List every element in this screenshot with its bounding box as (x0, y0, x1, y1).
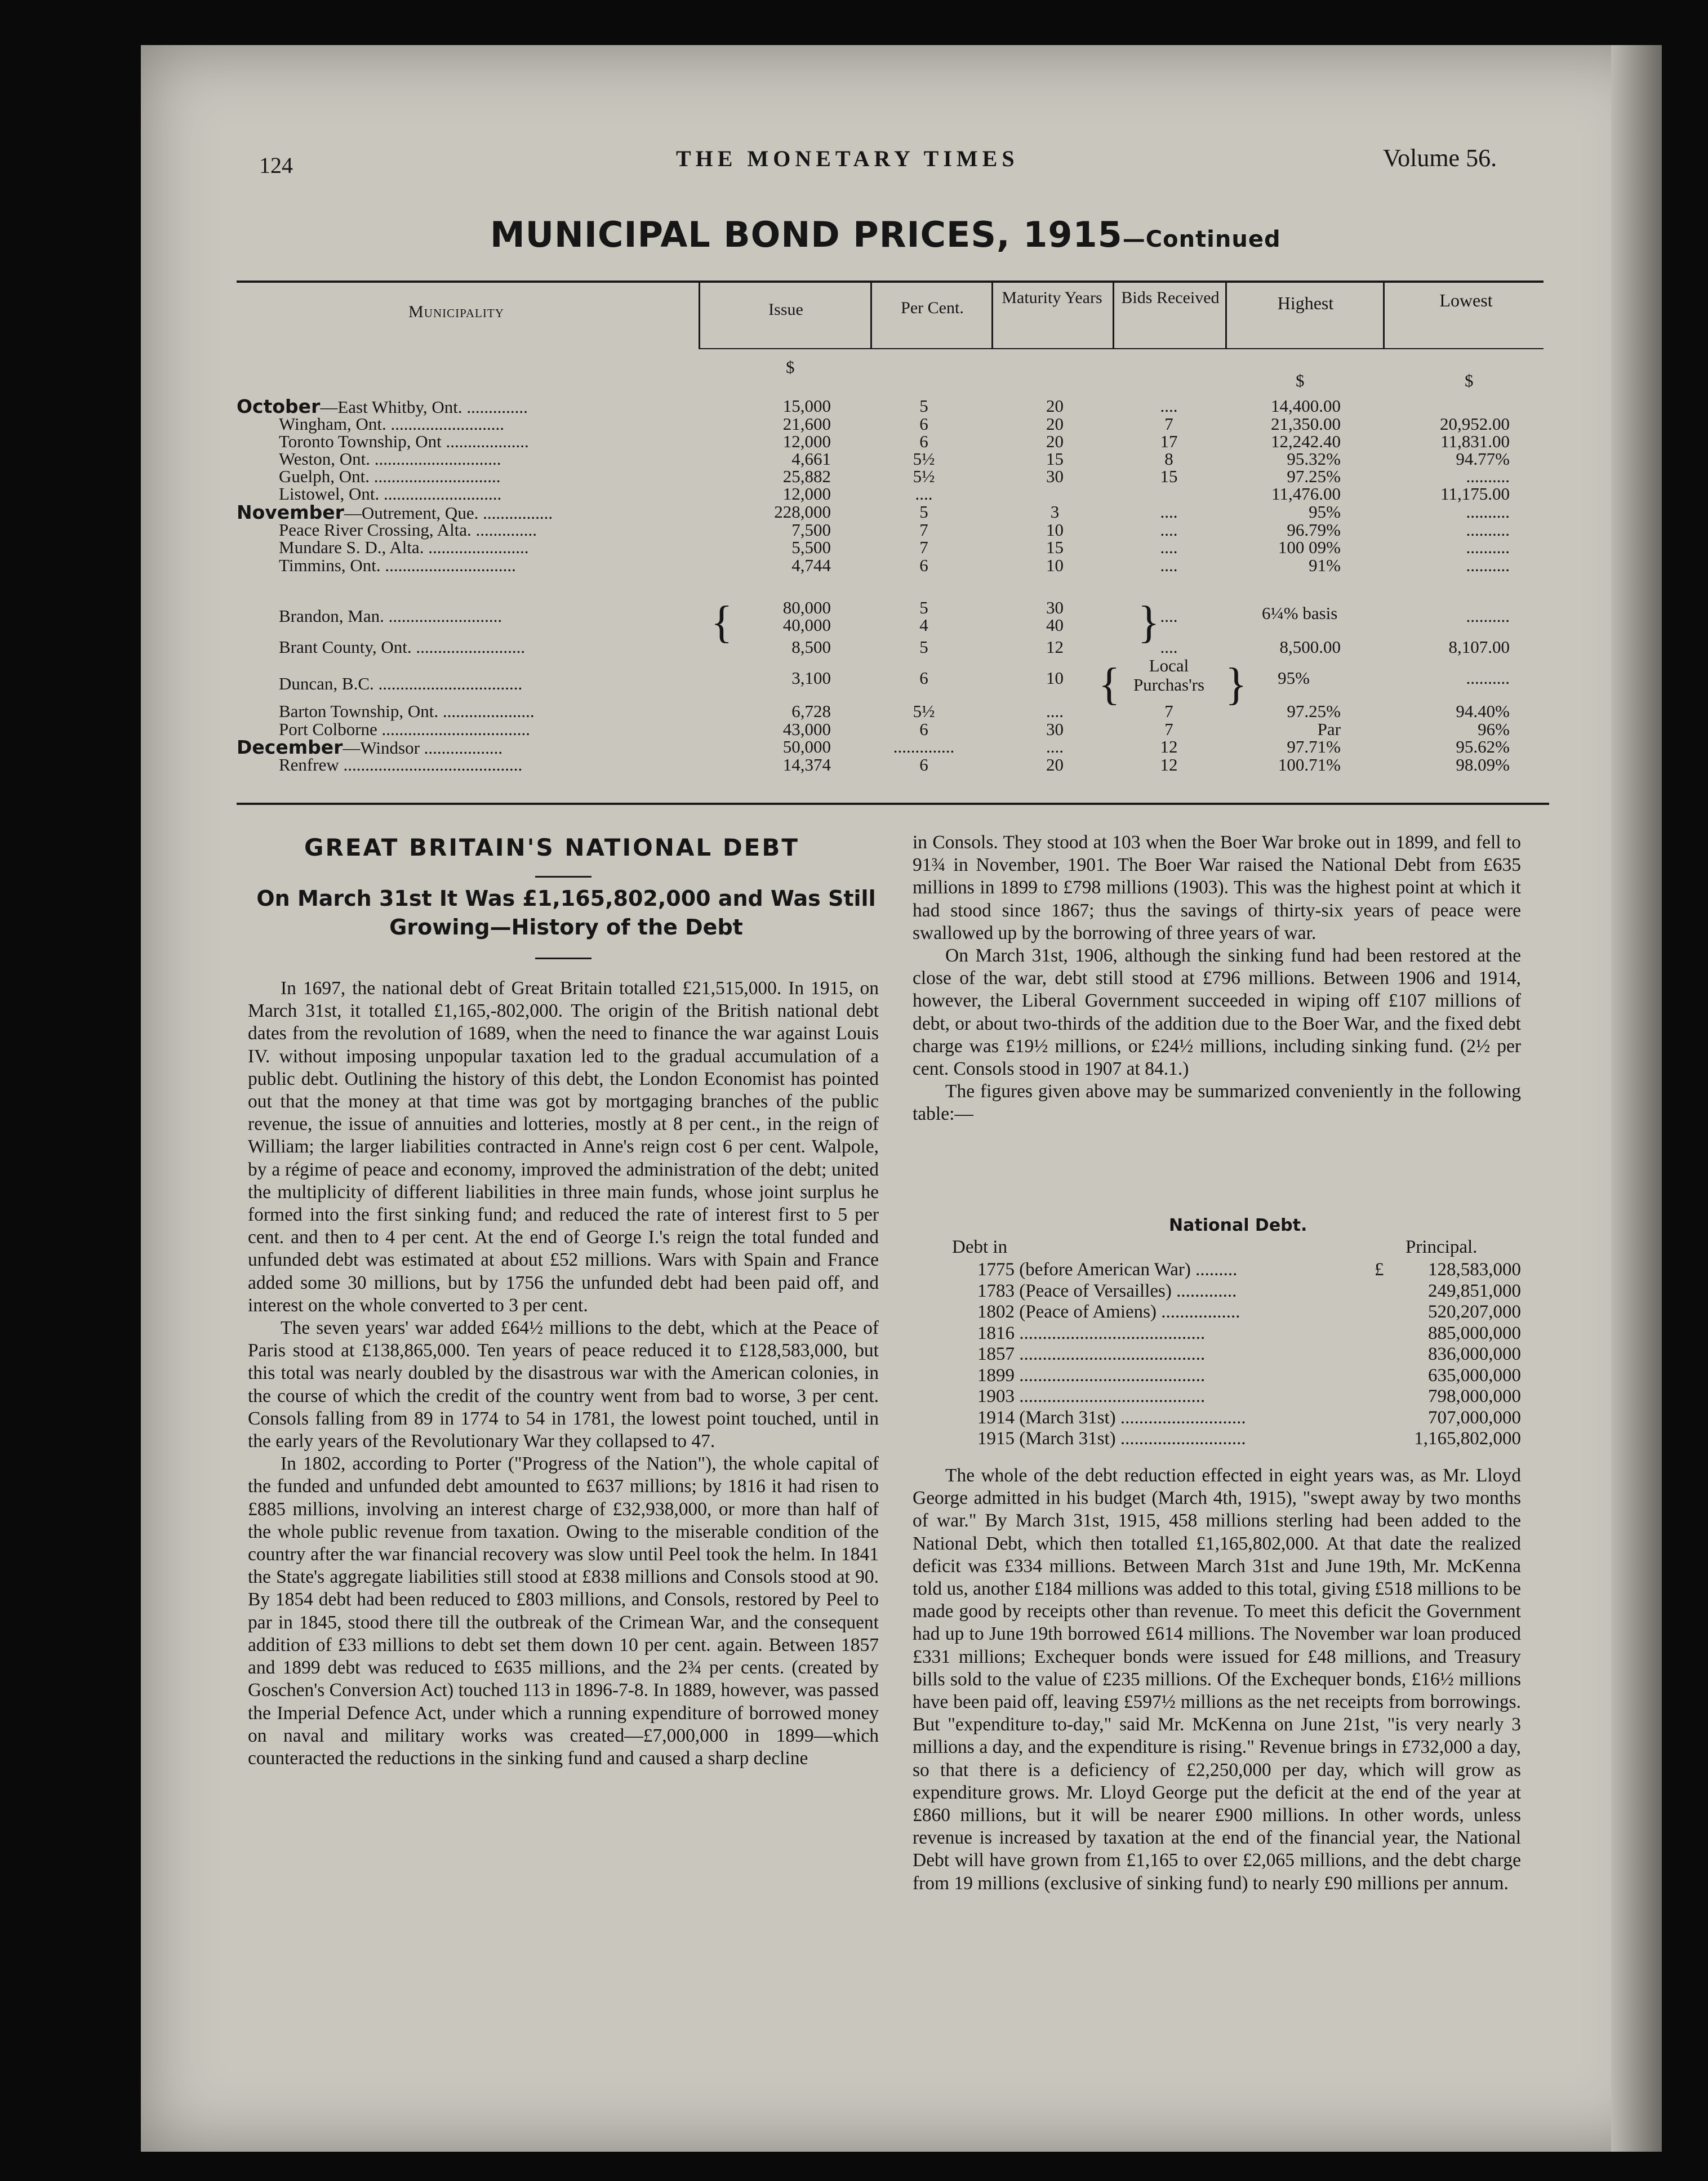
month-label: November (237, 501, 344, 523)
percent-value: 6 (919, 414, 928, 434)
issue-value: 14,374 (782, 755, 831, 775)
debt-row-value: 1,165,802,000 (1414, 1428, 1521, 1449)
highest-currency: $ (1296, 371, 1305, 390)
debt-row-value: 249,851,000 (1428, 1280, 1521, 1301)
debt-currency: £ (1375, 1259, 1384, 1280)
highest-value: 91% (1309, 555, 1341, 575)
maturity-value: 30 (1046, 719, 1064, 739)
brace-left: { (1098, 660, 1120, 709)
issue-value: 5,500 (791, 537, 831, 557)
municipality-text: Brant County, Ont. ......................... (279, 637, 526, 657)
debt-row-label: 1903 ........................................ (977, 1386, 1206, 1406)
municipality-name (237, 738, 502, 756)
brace-right: } (1138, 598, 1160, 647)
bids-value: Local Purchas'rs (1133, 656, 1205, 695)
issue-value: 80,000 (782, 598, 831, 617)
lowest-value: 11,831.00 (1440, 431, 1510, 451)
table-bottom-rule (237, 803, 1549, 805)
maturity-value: 20 (1046, 414, 1064, 434)
paragraph: The figures given above may be summarized conveniently in the following table:— (913, 1081, 1521, 1125)
percent-value: 4 (919, 615, 928, 635)
highest-value: 12,242.40 (1271, 431, 1341, 451)
table-title-suffix: —Continued (1122, 226, 1281, 252)
highest-value: 95.32% (1287, 449, 1341, 469)
table-title-text: MUNICIPAL BOND PRICES, 1915 (490, 214, 1123, 255)
col-header-municipality: Municipality (408, 302, 504, 321)
debt-row-value: 798,000,000 (1428, 1386, 1521, 1406)
highest-value: 97.25% (1287, 466, 1341, 486)
municipality-text: —Outrement, Que. ................ (344, 503, 553, 523)
col-header-maturity: Maturity Years (1002, 288, 1102, 307)
percent-value: 5 (919, 637, 928, 657)
col-rule (1113, 281, 1114, 348)
percent-value: 6 (919, 755, 928, 775)
maturity-value: 15 (1046, 449, 1064, 469)
highest-value: 95% (1309, 502, 1341, 522)
municipality-text: Brandon, Man. .......................... (279, 606, 502, 626)
percent-value: 5½ (913, 466, 935, 486)
bids-value: 12 (1160, 755, 1178, 775)
col-header-lowest: Lowest (1439, 290, 1493, 310)
col-header-percent: Per Cent. (901, 299, 964, 317)
municipality-name (279, 720, 530, 738)
municipality-name (279, 702, 535, 720)
lowest-value: 11,175.00 (1440, 484, 1510, 504)
debt-row-label: 1914 (March 31st) ........................... (977, 1407, 1246, 1428)
issue-value: 4,661 (791, 449, 831, 469)
percent-value: 7 (919, 537, 928, 557)
lowest-value: 94.40% (1456, 701, 1510, 721)
col-header-issue: Issue (768, 300, 803, 319)
highest-value: 21,350.00 (1271, 414, 1341, 434)
percent-value: 5 (919, 396, 928, 416)
percent-value: 6 (919, 555, 928, 575)
lowest-value: .......... (1466, 466, 1510, 486)
maturity-value: 10 (1046, 555, 1064, 575)
municipality-name (279, 433, 529, 450)
col-rule (870, 281, 872, 348)
highest-value: 96.79% (1287, 520, 1341, 540)
subtitle-rule (535, 958, 591, 959)
percent-value: 5 (919, 502, 928, 522)
bids-value: .... (1160, 637, 1178, 657)
municipality-name (279, 485, 501, 502)
publication-title: THE MONETARY TIMES (676, 146, 1019, 171)
col-rule (991, 281, 993, 348)
issue-value: 7,500 (791, 520, 831, 540)
municipality-name (279, 607, 502, 625)
municipality-text: Peace River Crossing, Alta. .............. (279, 520, 537, 540)
municipality-name (279, 468, 501, 485)
percent-value: 5 (919, 598, 928, 617)
municipality-text: Weston, Ont. ............................. (279, 449, 501, 469)
highest-value: Par (1317, 719, 1341, 739)
lowest-value: 20,952.00 (1440, 414, 1510, 434)
lowest-value: .......... (1466, 520, 1510, 540)
maturity-value: 3 (1050, 502, 1060, 522)
municipality-text: Listowel, Ont. ........................... (279, 484, 502, 504)
debt-row-value: 885,000,000 (1428, 1323, 1521, 1343)
percent-value: 5½ (913, 449, 935, 469)
col-header-highest: Highest (1277, 293, 1334, 313)
debt-row-value: 635,000,000 (1428, 1365, 1521, 1386)
page-right-edge (1611, 45, 1662, 2152)
lowest-value: .......... (1466, 502, 1510, 522)
debt-table-col1: Debt in (952, 1237, 1008, 1257)
issue-value: 50,000 (782, 737, 831, 756)
debt-table-title: National Debt. (1169, 1216, 1307, 1235)
municipality-name (279, 675, 522, 692)
maturity-value: .... (1046, 737, 1064, 756)
maturity-value: 30 (1046, 466, 1064, 486)
bids-value: 7 (1164, 719, 1173, 739)
paragraph: On March 31st, 1906, although the sinking fund had been restored at the close of the war, debt still stood at £796 millions. Between 1906 and 1914, however, the Liberal Government succeeded in wiping off £107 millions of debt, or about two-thirds of the addition due to the Boer War, and the fixed debt charge was £19½ millions, or £24½ millions, including sinking fund. (2½ per cent. Consols stood in 1907 at 84.1.) (913, 945, 1521, 1080)
paragraph: The whole of the debt reduction effected in eight years was, as Mr. Lloyd George admitted in his budget (March 4th, 1915), "swept away by two months of war." By March 31st, 1915, 458 millions sterling had been added to the National Debt, which then totalled £1,165,802,000. At that date the realized deficit was £334 millions. Between March 31st and June 19th, Mr. McKenna told us, another £184 millions was added to this total, giving £518 millions to be made good by receipts other than revenue. To meet this deficit the Government had up to June 19th borrowed £614 millions. The November war loan produced £331 millions; Exchequer bonds were issued for £48 millions, and Treasury bills sold to the value of £235 millions. Of the Exchequer bonds, £16½ millions have been paid off, leaving £597½ millions as the net receipts from borrowings. But "expenditure to-day," said Mr. McKenna on June 21st, "is very nearly 3 millions a day, and the expenditure is rising." Revenue brings in £732,000 a day, so that there is a deficiency of £2,250,000 per day, which will grow as expenditure grows. Mr. Lloyd George put the deficit at the end of the year at £860 millions, but it will be nearer £900 millions. In other words, unless revenue is increased by taxation at the end of the financial year, the National Debt will have grown from £1,165 to over £2,065 millions, and the debt charge from 19 millions (exclusive of sinking fund) to nearly £90 millions per annum. (913, 1465, 1521, 1894)
maturity-value: 15 (1046, 537, 1064, 557)
debt-row-label: 1783 (Peace of Versailles) ............. (977, 1280, 1237, 1301)
debt-row-label: 1857 ........................................ (977, 1344, 1206, 1364)
percent-value: 6 (919, 668, 928, 688)
col-rule (699, 281, 700, 348)
municipality-text: Wingham, Ont. .......................... (279, 414, 505, 434)
municipality-name (237, 397, 528, 416)
percent-value: .............. (893, 737, 955, 756)
maturity-value: 12 (1046, 637, 1064, 657)
lowest-value: 8,107.00 (1448, 637, 1510, 657)
lowest-value: .......... (1466, 668, 1510, 688)
percent-value: 6 (919, 719, 928, 739)
maturity-value: 30 (1046, 598, 1064, 617)
municipality-text: Duncan, B.C. ................................. (279, 674, 523, 693)
maturity-value: 20 (1046, 396, 1064, 416)
month-label: October (237, 395, 321, 417)
article-right-column-bottom (913, 1465, 1521, 1895)
table-top-rule (237, 281, 1544, 283)
lowest-currency: $ (1465, 371, 1474, 390)
article-subtitle: On March 31st It Was £1,165,802,000 and Was Still Growing—History of the Debt (256, 886, 876, 940)
header-underline (699, 348, 1544, 349)
highest-value: 14,400.00 (1271, 396, 1341, 416)
paragraph: in Consols. They stood at 103 when the Boer War broke out in 1899, and fell to 91¾ in November, 1901. The Boer War raised the National Debt from £635 millions in 1899 to £798 millions (1903). This was the highest point at which it had stood since 1867; thus the savings of thirty-six years of peace were swallowed up by the borrowing of three years of war. (913, 832, 1521, 943)
issue-value: 4,744 (791, 555, 831, 575)
issue-value: 15,000 (782, 396, 831, 416)
debt-table-col2: Principal. (1405, 1237, 1478, 1257)
issue-value: 40,000 (782, 615, 831, 635)
percent-value: 7 (919, 520, 928, 540)
bids-value: .... (1160, 520, 1178, 540)
highest-value: 100 09% (1278, 537, 1341, 557)
lowest-value: 94.77% (1456, 449, 1510, 469)
bids-value: 7 (1164, 414, 1173, 434)
municipality-name (279, 557, 516, 574)
brace-left: { (711, 598, 733, 647)
article-left-column (248, 977, 879, 1770)
debt-row-value: 836,000,000 (1428, 1344, 1521, 1364)
volume-label: Volume 56. (1383, 144, 1497, 172)
municipality-name (279, 521, 537, 538)
debt-row-label: 1915 (March 31st) ........................... (977, 1428, 1246, 1449)
debt-row-label: 1816 ........................................ (977, 1323, 1206, 1343)
percent-value: 5½ (913, 701, 935, 721)
bids-value: 7 (1164, 701, 1173, 721)
maturity-value: .... (1046, 701, 1064, 721)
paragraph: In 1802, according to Porter ("Progress of the Nation"), the whole capital of the funded and unfunded debt amounted to £637 millions; by 1816 it had risen to £885 millions, involving an interest charge of £32,938,000, or more than half of the whole public revenue from taxation. Owing to the miserable condition of the country after the war financial recovery was slow until Peel took the helm. In 1841 the State's aggregate liabilities still stood at £838 millions and Consols stood at 90. By 1854 debt had been reduced to £803 millions, and Consols, restored by Peel to par in 1845, stood there till the outbreak of the Crimean War, and the consequent addition of £33 millions to debt set them down 10 per cent. again. Between 1857 and 1899 debt was reduced to £635 millions, and the 2¾ per cents. (created by Goschen's Conversion Act) touched 113 in 1896-7-8. In 1889, however, was passed the Imperial Defence Act, under which a running expenditure of borrowed money on naval and military works was created—£7,000,000 in 1899—which counteracted the reductions in the sinking fund and caused a sharp decline (248, 1453, 879, 1769)
bids-value: .... (1160, 396, 1178, 416)
municipality-text: Mundare S. D., Alta. ....................... (279, 537, 529, 557)
issue-value: 6,728 (791, 701, 831, 721)
bids-value: .... (1160, 537, 1178, 557)
month-label: December (237, 736, 343, 758)
highest-value: 100.71% (1278, 755, 1341, 775)
municipality-name (279, 415, 504, 433)
highest-value: 97.71% (1287, 737, 1341, 756)
municipality-name (279, 756, 522, 773)
municipality-name (279, 450, 501, 468)
table-title (490, 214, 1281, 255)
municipality-text: —Windsor .................. (343, 738, 503, 758)
issue-value: 8,500 (791, 637, 831, 657)
lowest-value: 96% (1478, 719, 1510, 739)
bids-value: .... (1160, 502, 1178, 522)
bids-value: 17 (1160, 431, 1178, 451)
brace-right: } (1225, 660, 1247, 709)
highest-value: 97.25% (1287, 701, 1341, 721)
lowest-value: .......... (1466, 606, 1510, 626)
lowest-value: .......... (1466, 555, 1510, 575)
maturity-value: 20 (1046, 431, 1064, 451)
col-header-bids: Bids Received (1121, 288, 1220, 307)
issue-currency: $ (786, 357, 795, 377)
municipality-text: —East Whitby, Ont. .............. (320, 397, 528, 417)
col-rule (1383, 281, 1385, 348)
issue-value: 43,000 (782, 719, 831, 739)
debt-row-value: 707,000,000 (1428, 1407, 1521, 1428)
title-rule (535, 876, 591, 878)
bids-value: .... (1160, 555, 1178, 575)
municipality-text: Toronto Township, Ont ................... (279, 431, 529, 451)
municipality-text: Guelph, Ont. ............................. (279, 466, 501, 486)
bids-value: .... (1160, 606, 1178, 626)
percent-value: .... (915, 484, 933, 504)
paragraph: In 1697, the national debt of Great Britain totalled £21,515,000. In 1915, on March 31st, it totalled £1,165,-802,000. The origin of the British national debt dates from the revolution of 1689, when the need to finance the war against Louis IV. without imposing unpopular taxation led to the gradual accumulation of a public debt. Outlining the history of this debt, the London Economist has pointed out that the money at that time was got by mortgaging branches of the public revenue, the issue of annuities and lotteries, mostly at 8 per cent., in the reign of William; the larger liabilities contracted in Anne's reign cost 6 per cent. Walpole, by a régime of peace and economy, improved the administration of the debt; united the multiplicity of different liabilities in three main funds, whose joint surplus he formed into the first sinking fund; and reduced the rate of interest first to 5 per cent. and then to 4 per cent. At the end of George I.'s reign the total funded and unfunded debt was estimated at about £52 millions. Wars with Spain and France added some 30 millions, but by 1756 the unfunded debt had been paid off, and interest on the whole converted to 3 per cent. (248, 978, 879, 1316)
municipality-text: Barton Township, Ont. ..................... (279, 701, 535, 721)
col-rule (1225, 281, 1227, 348)
debt-row-value: 520,207,000 (1428, 1302, 1521, 1322)
municipality-name (279, 538, 528, 556)
issue-value: 228,000 (774, 502, 831, 522)
article-right-column-top (913, 831, 1521, 1126)
paragraph: The seven years' war added £64½ millions to the debt, which at the Peace of Paris stood at £138,865,000. Ten years of peace reduced it to £128,583,000, but this total was nearly doubled by the disastrous war with the American colonies, in the course of which the credit of the country went from bad to worse, 3 per cent. Consols falling from 89 in 1774 to 54 in 1781, the lowest point touched, until in the early years of the Revolutionary War they collapsed to 47. (248, 1317, 879, 1452)
issue-value: 12,000 (782, 484, 831, 504)
issue-value: 21,600 (782, 414, 831, 434)
bids-value: 15 (1160, 466, 1178, 486)
issue-value: 12,000 (782, 431, 831, 451)
debt-row-label: 1775 (before American War) ......... (977, 1259, 1238, 1280)
maturity-value: 10 (1046, 520, 1064, 540)
percent-value: 6 (919, 431, 928, 451)
lowest-value: .......... (1466, 537, 1510, 557)
highest-value: 6¼% basis (1262, 603, 1338, 623)
highest-value: 95% (1278, 668, 1310, 688)
debt-row-label: 1899 ........................................ (977, 1365, 1206, 1386)
maturity-value: 20 (1046, 755, 1064, 775)
issue-value: 3,100 (791, 668, 831, 688)
maturity-value: 40 (1046, 615, 1064, 635)
maturity-value: 10 (1046, 668, 1064, 688)
municipality-text: Port Colborne .................................. (279, 719, 531, 739)
highest-value: 8,500.00 (1279, 637, 1341, 657)
municipality-name (279, 638, 525, 656)
debt-row-label: 1802 (Peace of Amiens) ................. (977, 1302, 1240, 1322)
debt-row-value: 128,583,000 (1428, 1259, 1521, 1280)
page-number: 124 (259, 153, 293, 178)
lowest-value: 98.09% (1456, 755, 1510, 775)
issue-value: 25,882 (782, 466, 831, 486)
bids-value: 12 (1160, 737, 1178, 756)
municipality-text: Renfrew ......................................... (279, 755, 523, 775)
lowest-value: 95.62% (1456, 737, 1510, 756)
municipality-text: Timmins, Ont. .............................. (279, 555, 516, 575)
municipality-name (237, 503, 553, 522)
bids-value: 8 (1164, 449, 1173, 469)
article-title: GREAT BRITAIN'S NATIONAL DEBT (304, 834, 800, 861)
highest-value: 11,476.00 (1271, 484, 1341, 504)
